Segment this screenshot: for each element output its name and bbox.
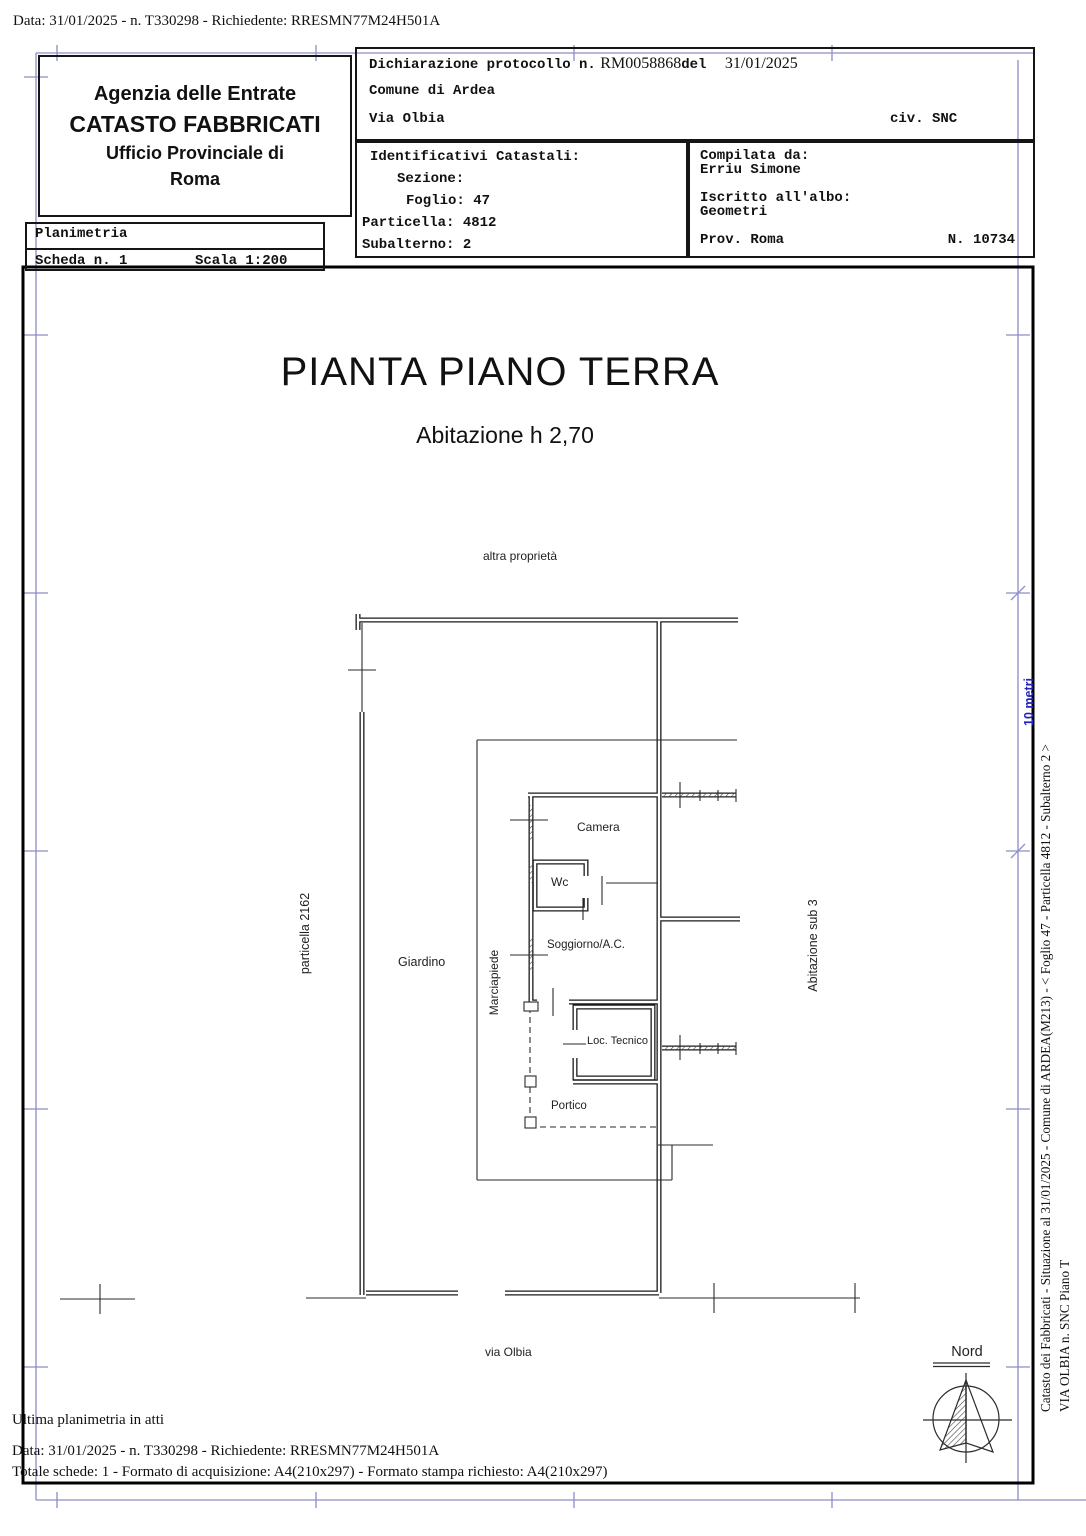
label-loc-tecnico: Loc. Tecnico	[587, 1035, 648, 1047]
compiler-title: Compilata da:	[700, 148, 810, 164]
sezione-field: Sezione:	[397, 171, 465, 187]
foglio-field: Foglio: 47	[406, 193, 491, 209]
subalterno-field: Subalterno: 2	[362, 237, 472, 253]
footer-totale-schede: Totale schede: 1 - Formato di acquisizione: A4(210x297) - Formato stampa richiesto: A4(210x297)	[12, 1464, 608, 1480]
albo-number: N. 10734	[947, 232, 1015, 248]
scale-bar-label: 10 metri	[1022, 678, 1036, 726]
scale-value: Scala 1:200	[195, 253, 288, 269]
civic-number: civ. SNC	[890, 111, 958, 127]
label-camera: Camera	[577, 820, 620, 834]
label-abitazione-sub3: Abitazione sub 3	[806, 899, 820, 992]
label-marciapiede: Marciapiede	[487, 949, 501, 1016]
agency-box	[38, 55, 352, 217]
declaration-box	[355, 47, 1035, 141]
label-soggiorno: Soggiorno/A.C.	[547, 939, 625, 951]
planimetria-box	[25, 222, 325, 271]
window-hatching	[529, 793, 736, 1051]
street-line: Via Olbia	[369, 111, 445, 127]
scheda-number: Scheda n. 1	[35, 253, 128, 269]
footer-ultima-planimetria: Ultima planimetria in atti	[12, 1412, 165, 1428]
portico-dashed-outline	[524, 1002, 658, 1128]
declaration-label: Dichiarazione protocollo n.	[369, 57, 596, 73]
agency-name: Agenzia delle Entrate	[93, 82, 297, 105]
protocol-date: 31/01/2025	[724, 55, 798, 72]
agency-office-line: Ufficio Provinciale di	[105, 142, 285, 163]
comune-line: Comune di Ardea	[369, 83, 496, 99]
thin-lines-and-ticks	[60, 623, 860, 1314]
footer-request-meta: Data: 31/01/2025 - n. T330298 - Richiedente: RRESMN77M24H501A	[12, 1443, 440, 1459]
identifiers-box	[355, 141, 688, 258]
label-altra-proprieta: altra proprietà	[482, 549, 558, 563]
protocol-number: RM0058868	[600, 55, 682, 72]
side-caption-line1: Catasto dei Fabbricati - Situazione al 31/01/2025 - Comune di ARDEA(M213) - < Foglio 47 - Particella 4812 - Subalterno 2 >	[1038, 744, 1053, 1412]
plan-subtitle: Abitazione h 2,70	[416, 422, 594, 448]
compiler-name: Erriu Simone	[700, 162, 801, 178]
label-via-olbia: via Olbia	[485, 1345, 532, 1359]
identifiers-title: Identificativi Catastali:	[370, 149, 581, 165]
albo-value: Geometri	[700, 204, 768, 220]
planimetria-title: Planimetria	[27, 224, 323, 250]
label-wc: Wc	[551, 875, 569, 889]
declaration-del-label: del	[681, 57, 707, 73]
plan-sheet-border	[23, 267, 1033, 1483]
particella-field: Particella: 4812	[362, 215, 497, 231]
compass-north-label: Nord	[951, 1344, 983, 1360]
agency-cadastre-title: CATASTO FABBRICATI	[69, 110, 321, 137]
label-giardino: Giardino	[398, 955, 446, 969]
compiler-box	[688, 141, 1035, 258]
label-portico: Portico	[551, 1100, 587, 1112]
label-particella-2162: particella 2162	[298, 892, 312, 975]
side-caption-line2: VIA OLBIA n. SNC Piano T	[1057, 1259, 1072, 1412]
compass-rose	[923, 1363, 1012, 1463]
plan-title: PIANTA PIANO TERRA	[280, 350, 720, 394]
albo-label: Iscritto all'albo:	[700, 190, 852, 206]
compiler-province: Prov. Roma	[700, 232, 785, 248]
request-meta-line: Data: 31/01/2025 - n. T330298 - Richiedente: RRESMN77M24H501A	[13, 13, 441, 29]
agency-province: Roma	[169, 168, 220, 189]
